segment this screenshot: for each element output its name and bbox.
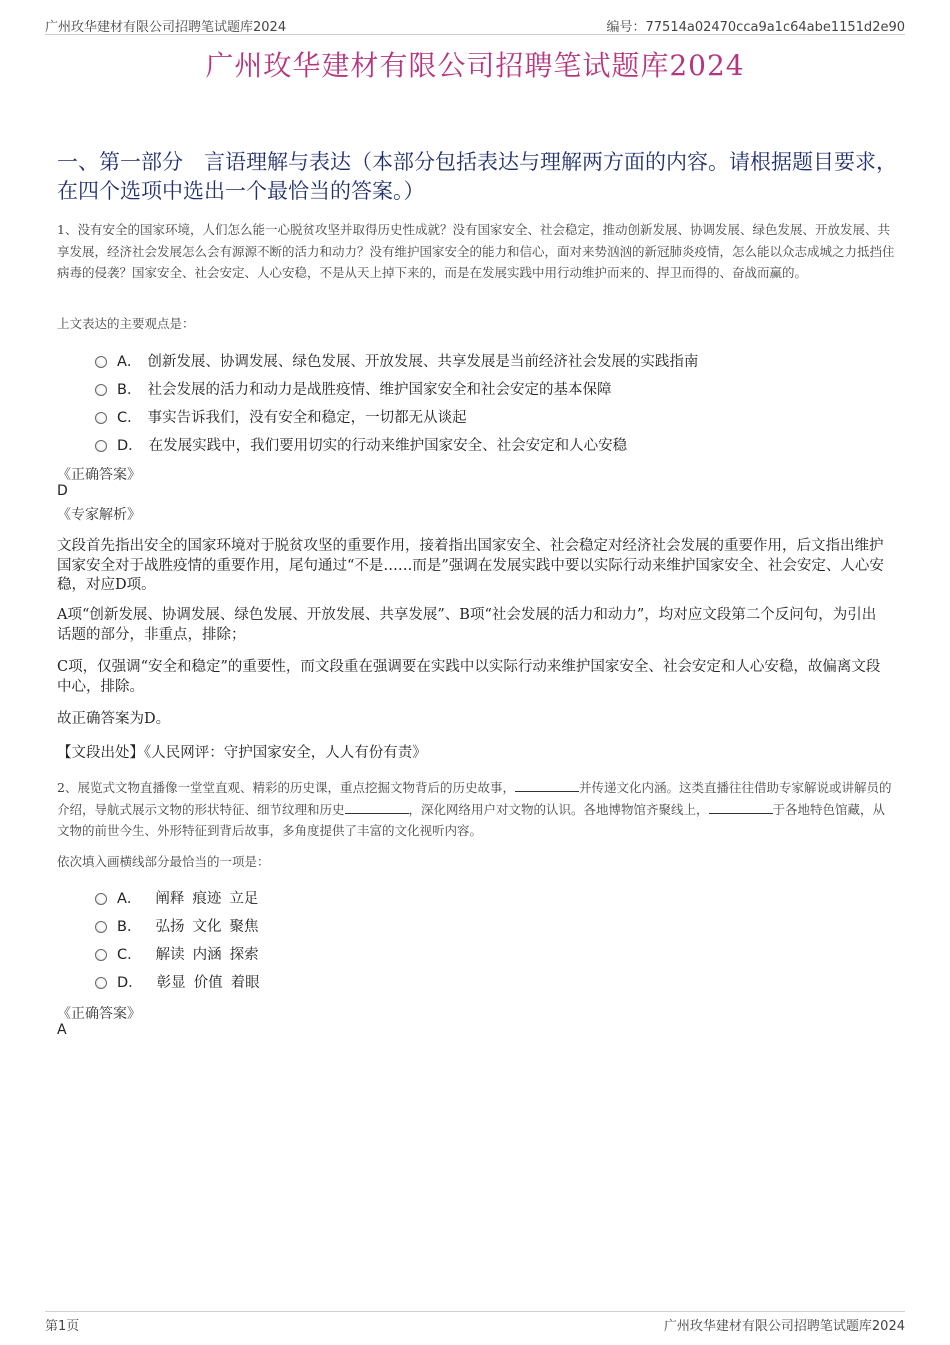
q1-analysis-para-2: A项“创新发展、协调发展、绿色发展、开放发展、共享发展”、B项“社会发展的活力和动力”，均对应文段第二个反问句，为引出话题的部分，非重点，排除；: [57, 607, 877, 643]
q2-option-c[interactable]: [95, 939, 895, 967]
q2-option-d[interactable]: [95, 967, 895, 995]
section-heading: 一、第一部分 言语理解与表达（本部分包括表达与理解两方面的内容。请根据题目要求，在四个选项中选出一个最恰当的答案。）: [57, 150, 897, 203]
q2-option-b[interactable]: [95, 911, 895, 939]
option-word: 探索: [229, 946, 259, 963]
q1-analysis-para-1: 文段首先指出安全的国家环境对于脱贫攻坚的重要作用，接着指出国家安全、社会稳定对经济社会发展的重要作用，后文指出维护国家安全对于战胜疫情的重要作用，尾句通过“不是……而是”强调在发展实践中要以实际行动来维护国家安全、社会安定、人心安稳，对应D项。: [57, 538, 884, 593]
q2-stem: [57, 777, 897, 842]
header-doc-name: 广州玫华建材有限公司招聘笔试题库2024: [45, 20, 287, 35]
option-text: 在发展实践中，我们要用切实的行动来维护国家安全、社会安定和人心安稳: [148, 437, 628, 454]
option-text: 创新发展、协调发展、绿色发展、开放发展、共享发展是当前经济社会发展的实践指南: [147, 353, 699, 370]
option-word: 文化: [192, 918, 222, 935]
radio-icon[interactable]: [95, 921, 107, 933]
q1-option-b[interactable]: [95, 374, 895, 402]
footer-doc-name: 广州玫华建材有限公司招聘笔试题库2024: [663, 1319, 905, 1334]
option-text: 事实告诉我们，没有安全和稳定，一切都无从谈起: [147, 409, 467, 426]
page-header: [45, 14, 905, 35]
option-word: 内涵: [192, 946, 222, 963]
option-word: 着眼: [230, 974, 260, 991]
q2-option-a[interactable]: [95, 883, 895, 911]
radio-icon[interactable]: [95, 356, 107, 368]
option-letter: D．: [117, 974, 143, 991]
q2-stem-part-2: 并传递文化内涵。这类直播往往借助专家解说或讲解员的介绍，导航式展示文物的形状特征、细节纹理和历史: [57, 780, 892, 817]
q1-answer-label: 《正确答案》: [57, 467, 141, 483]
option-letter: A．: [117, 353, 142, 370]
q2-stem-part-4: 于各地特色馆藏，从文物的前世今生、外形特征到背后故事，多角度提供了丰富的文化视听内容。: [57, 801, 886, 838]
q1-source: 【文段出处】《人民网评：守护国家安全，人人有份有责》: [57, 745, 427, 761]
q1-option-c[interactable]: [95, 402, 895, 430]
q1-analysis-para-3: C项，仅强调“安全和稳定”的重要性，而文段重在强调要在实践中以实际行动来维护国家安全、社会安定和人心安稳，故偏离文段中心，排除。: [57, 659, 881, 695]
option-word: 聚焦: [229, 918, 259, 935]
footer-page-number: 第1页: [45, 1319, 80, 1334]
q1-analysis-label: 《专家解析》: [57, 507, 141, 523]
option-text: 社会发展的活力和动力是战胜疫情、维护国家安全和社会安定的基本保障: [147, 381, 612, 398]
option-letter: C．: [117, 409, 142, 426]
radio-icon[interactable]: [95, 949, 107, 961]
option-letter: C．: [117, 946, 142, 963]
option-word: 解读: [155, 946, 185, 963]
radio-icon[interactable]: [95, 412, 107, 424]
page-footer: [45, 1311, 905, 1334]
q2-options: [95, 883, 895, 995]
radio-icon[interactable]: [95, 440, 107, 452]
q1-stem: 1、没有安全的国家环境，人们怎么能一心脱贫攻坚并取得历史性成就？没有国家安全、社会稳定，推动创新发展、协调发展、绿色发展、开放发展、共享发展，经济社会发展怎么会有源源不断的活力和动力？没有维护国家安全的能力和信心，面对来势汹汹的新冠肺炎疫情，怎么能以众志成城之力抵挡住病毒的侵袭？国家安全、社会安定、人心安稳，不是从天上掉下来的，而是在发展实践中用行动维护而来的、捍卫而得的、奋战而赢的。: [57, 222, 895, 280]
option-letter: A．: [117, 890, 142, 907]
q2-stem-part-3: ，深化网络用户对文物的认识。各地博物馆齐聚线上，: [408, 801, 709, 817]
q1-analysis-conclusion: 故正确答案为D。: [57, 711, 171, 727]
fill-blank-2: [345, 801, 409, 814]
option-letter: B．: [117, 381, 142, 398]
option-word: 痕迹: [192, 890, 222, 907]
option-letter: D．: [117, 437, 143, 454]
q2-answer-label: 《正确答案》: [57, 1006, 141, 1022]
option-word: 阐释: [155, 890, 185, 907]
q1-options: [95, 346, 895, 458]
header-doc-id: 编号：77514a02470cca9a1c64abe1151d2e90: [606, 20, 905, 35]
document-title: 广州玫华建材有限公司招聘笔试题库2024: [205, 49, 745, 82]
radio-icon[interactable]: [95, 893, 107, 905]
q1-option-d[interactable]: [95, 430, 895, 458]
q2-answer: A: [57, 1022, 67, 1038]
fill-blank-3: [709, 801, 773, 814]
q2-prompt: 依次填入画横线部分最恰当的一项是：: [57, 854, 270, 869]
q2-stem-part-1: 2、展览式文物直播像一堂堂直观、精彩的历史课，重点挖掘文物背后的历史故事，: [57, 780, 515, 795]
q1-answer: D: [57, 483, 68, 499]
fill-blank-1: [515, 779, 579, 792]
option-letter: B．: [117, 918, 142, 935]
q1-option-a[interactable]: [95, 346, 895, 374]
radio-icon[interactable]: [95, 977, 107, 989]
option-word: 价值: [193, 974, 223, 991]
option-word: 彰显: [156, 974, 186, 991]
q1-prompt: 上文表达的主要观点是：: [57, 316, 195, 331]
radio-icon[interactable]: [95, 384, 107, 396]
option-word: 立足: [229, 890, 259, 907]
option-word: 弘扬: [155, 918, 185, 935]
